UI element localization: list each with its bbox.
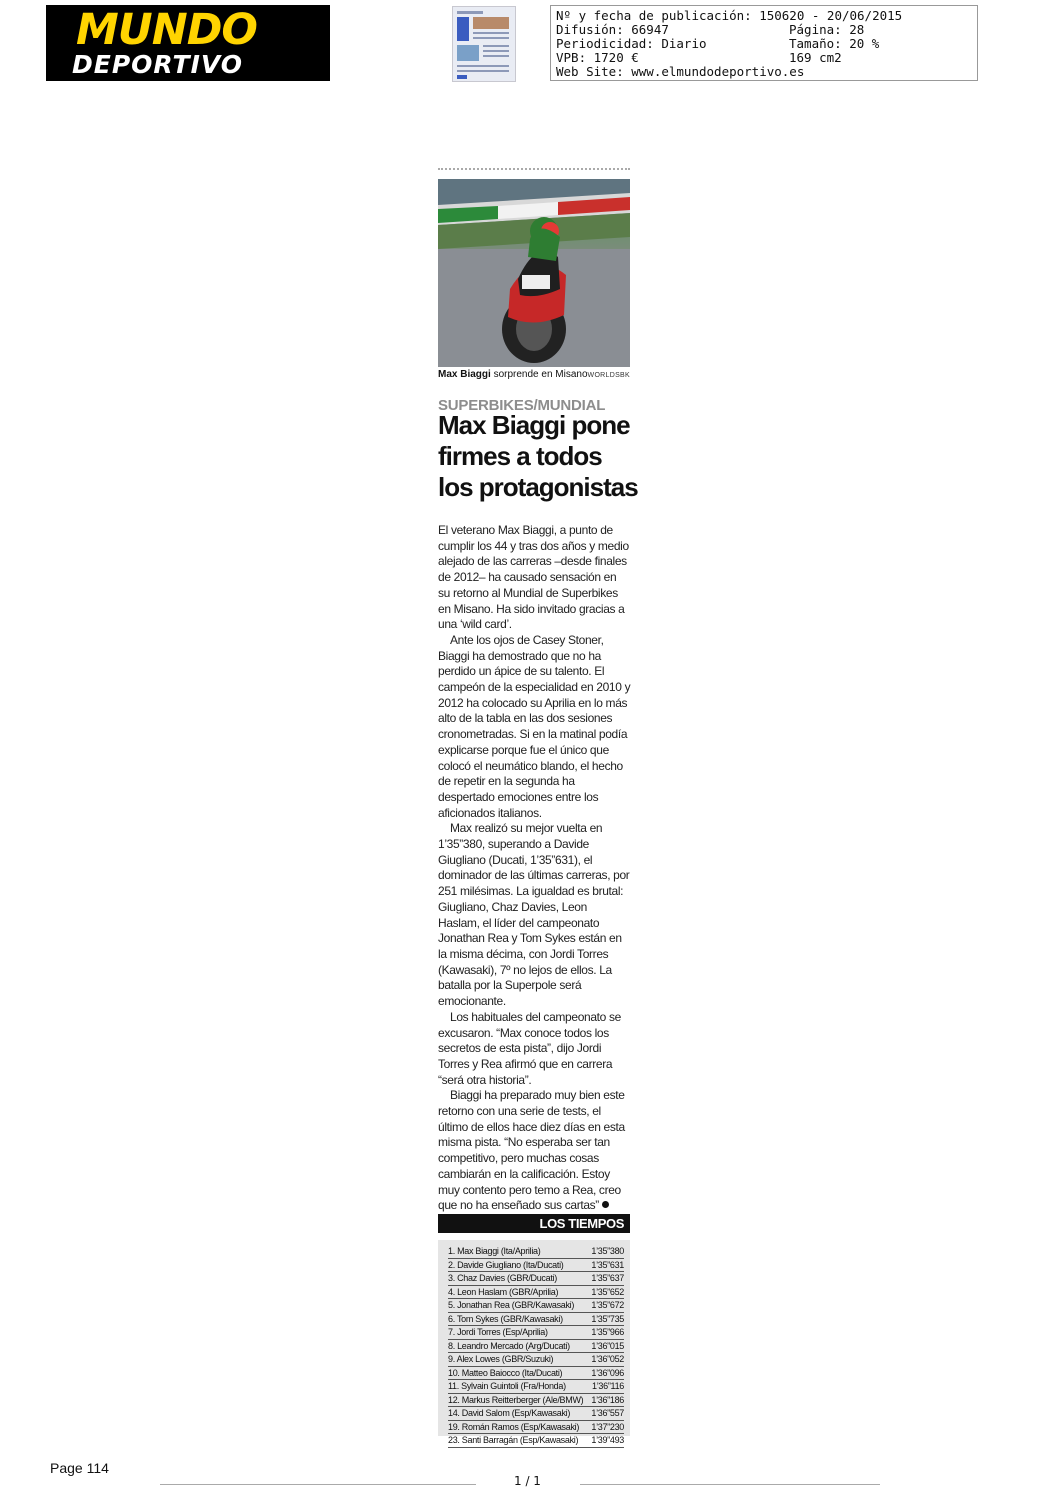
table-row — [448, 1434, 624, 1448]
table-row — [448, 1299, 624, 1313]
article-body — [438, 523, 631, 1231]
table-row — [448, 1380, 624, 1394]
lap-time: 1’39”493 — [591, 1435, 624, 1445]
rider-name: 23. Santi Barragán (Esp/Kawasaki) — [448, 1435, 579, 1445]
difusion: Difusión: 66947 — [556, 22, 669, 37]
section-label: SUPERBIKES/MUNDIAL — [438, 397, 606, 414]
publication-number-date: Nº y fecha de publicación: 150620 - 20/06/2015 — [556, 8, 903, 23]
periodicidad: Periodicidad: Diario — [556, 36, 707, 51]
rider-name: 3. Chaz Davies (GBR/Ducati) — [448, 1273, 557, 1283]
rider-name: 5. Jonathan Rea (GBR/Kawasaki) — [448, 1300, 575, 1310]
rider-name: 7. Jordi Torres (Esp/Aprilia) — [448, 1327, 548, 1337]
caption-name: Max Biaggi — [438, 369, 491, 380]
table-row — [448, 1421, 624, 1435]
times-table-title: LOS TIEMPOS — [438, 1214, 630, 1233]
website: Web Site: www.elmundodeportivo.es — [556, 64, 805, 79]
lap-time: 1’36”186 — [591, 1394, 624, 1405]
tamano: Tamaño: 20 % — [789, 36, 880, 51]
rider-name: 2. Davide Giugliano (Ita/Ducati) — [448, 1259, 564, 1270]
rider-name: 6. Tom Sykes (GBR/Kawasaki) — [448, 1313, 563, 1324]
paragraph-3: Max realizó su mejor vuelta en 1’35”380, superando a Davide Giugliano (Ducati, 1’35”631), el dominador de las últimas carreras, por 251 milésimas. La igualdad es brutal: Giugliano, Chaz Davies, Leon Haslam, el líder del campeonato Jonathan Rea y Tom Sykes están en la misma décima, con Jordi Torres (Kawasaki), 7º no lejos de ellos. La batalla por la Superpole será emocionante. — [438, 821, 630, 1009]
lap-time: 1’35”966 — [591, 1327, 624, 1337]
rider-name: 1. Max Biaggi (Ita/Aprilia) — [448, 1246, 541, 1256]
rider-name: 19. Román Ramos (Esp/Kawasaki) — [448, 1421, 580, 1432]
lap-time: 1’36”557 — [591, 1408, 624, 1418]
lap-time: 1’36”015 — [591, 1340, 624, 1351]
vpb: VPB: 1720 € — [556, 50, 639, 65]
rider-name: 14. David Salom (Esp/Kawasaki) — [448, 1408, 571, 1418]
caption-text: sorprende en Misano — [490, 369, 588, 380]
table-row — [448, 1286, 624, 1300]
lap-time: 1’35”380 — [591, 1246, 624, 1256]
table-row — [448, 1367, 624, 1381]
column-top-rule — [438, 168, 630, 170]
table-row — [448, 1272, 624, 1286]
page-label: Page 114 — [50, 1460, 109, 1476]
headline: Max Biaggi pone firmes a todos los protagonistas — [438, 410, 638, 502]
rider-name: 10. Matteo Baiocco (Ita/Ducati) — [448, 1367, 563, 1378]
table-row — [448, 1353, 624, 1367]
page-counter: 1 / 1 — [514, 1474, 541, 1488]
rider-name: 4. Leon Haslam (GBR/Aprilia) — [448, 1286, 559, 1297]
table-row — [448, 1245, 624, 1259]
article-photo — [438, 179, 630, 367]
logo-line-2: DEPORTIVO — [72, 50, 244, 79]
lap-time: 1’36”096 — [591, 1367, 624, 1378]
table-row — [448, 1259, 624, 1273]
rider-name: 9. Alex Lowes (GBR/Suzuki) — [448, 1354, 554, 1364]
lap-time: 1’35”631 — [591, 1259, 624, 1270]
lap-time: 1’35”637 — [591, 1273, 624, 1283]
end-mark-icon — [602, 1201, 609, 1208]
lap-time: 1’35”672 — [591, 1300, 624, 1310]
table-row — [448, 1313, 624, 1327]
lap-time: 1’37”230 — [591, 1421, 624, 1432]
lap-time: 1’36”052 — [591, 1354, 624, 1364]
paragraph-2: Ante los ojos de Casey Stoner, Biaggi ha demostrado que no ha perdido un ápice de su talento. El campeón de la especialidad en 2010 y 2012 ha colocado su Aprilia en lo más alto de la tabla en las dos sesiones cronometradas. Si en la matinal podía explicarse porque fue el único que colocó el neumático blando, el hecho de repetir en la segunda ha despertado emociones entre los aficionados italianos. — [438, 632, 631, 820]
rider-name: 12. Markus Reitterberger (Ale/BMW) — [448, 1394, 584, 1405]
rider-name: 11. Sylvain Guintoli (Fra/Honda) — [448, 1381, 566, 1391]
footer-rule-right — [580, 1484, 880, 1485]
footer-rule-left — [160, 1484, 476, 1485]
lap-time: 1’35”652 — [591, 1286, 624, 1297]
pagina: Página: 28 — [789, 22, 865, 37]
publication-info-box — [550, 5, 978, 81]
mundo-deportivo-logo — [46, 5, 330, 81]
times-table — [438, 1240, 630, 1445]
table-row — [448, 1394, 624, 1408]
logo-line-1: MUNDO — [76, 5, 257, 55]
area: 169 cm2 — [789, 50, 842, 65]
lap-time: 1’35”735 — [591, 1313, 624, 1324]
paragraph-1: El veterano Max Biaggi, a punto de cumplir los 44 y tras dos años y medio alejado de las carreras –desde finales de 2012– ha causado sensación en su retorno al Mundial de Superbikes en Misano. Ha sido invitado gracias a una ‘wild card’. — [438, 523, 629, 632]
lap-time: 1’36”116 — [592, 1381, 624, 1391]
rider-name: 8. Leandro Mercado (Arg/Ducati) — [448, 1340, 570, 1351]
photo-credit: WORLDSBK — [587, 372, 630, 379]
table-row — [448, 1326, 624, 1340]
paragraph-5 — [438, 1088, 631, 1230]
photo-caption — [438, 368, 630, 381]
paragraph-5-text: Biaggi ha preparado muy bien este retorno con una serie de tests, el último de ellos hace diez días en esta misma pista. “No esperaba ser tan competitivo, pero muchas cosas cambiarán en la calificación. Estoy muy contento pero temo a Rea, creo que no ha enseñado sus cartas” — [438, 1088, 625, 1213]
table-row — [448, 1407, 624, 1421]
table-row — [448, 1340, 624, 1354]
page-thumbnail — [452, 6, 516, 82]
paragraph-4: Los habituales del campeonato se excusaron. “Max conoce todos los secretos de esta pista”, dijo Jordi Torres y Rea afirmó que en carrera “será otra historia”. — [438, 1009, 621, 1087]
